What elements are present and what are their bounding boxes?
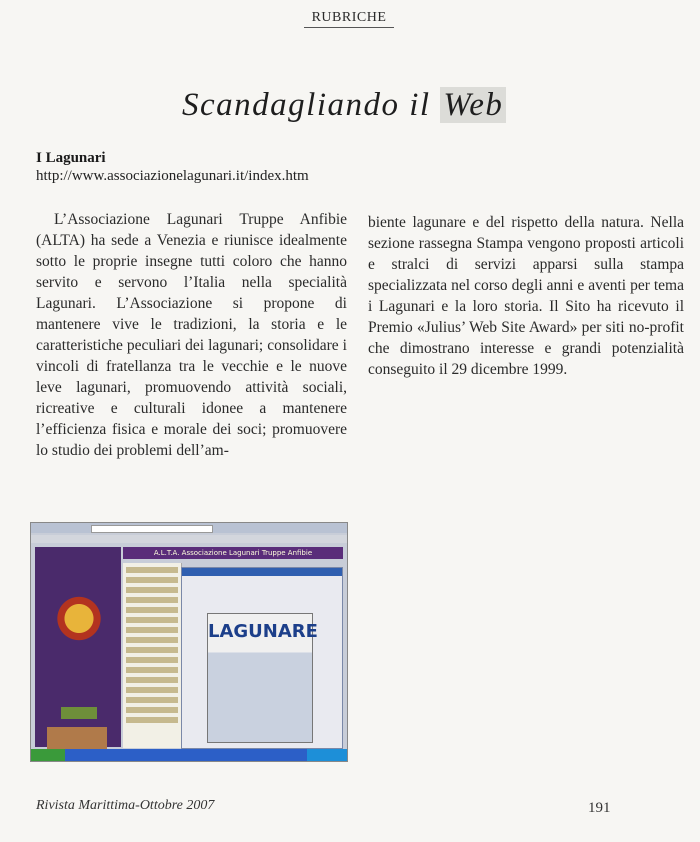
magazine-title: LAGUNARE	[208, 621, 318, 642]
section-label: RUBRICHE	[304, 10, 394, 28]
page-number: 191	[588, 800, 611, 816]
title-highlight: Web	[440, 87, 506, 123]
site-sidepanel	[35, 547, 121, 747]
magazine-cover	[207, 613, 318, 743]
site-header: A.L.T.A. Associazione Lagunari Truppe Anfibie	[123, 547, 343, 559]
taskbar-clock	[307, 749, 347, 761]
os-taskbar	[31, 749, 347, 761]
article-subhead: I Lagunari	[36, 150, 106, 166]
publication-footer: Rivista Marittima-Ottobre 2007	[36, 798, 215, 813]
address-bar	[91, 525, 213, 533]
right-column	[368, 212, 684, 380]
title-text: Scandagliando il	[182, 87, 441, 123]
window-titlebar	[182, 568, 342, 576]
right-paragraph: biente lagunare e del rispetto della natura. Nella sezione rassegna Stampa vengono proposti articoli e stralci di servizi apparsi sulla stampa specializzata nel corso degli anni e aventi per tema i Lagunari e la loro storia. Il Sito ha ricevuto il Premio «Julius’ Web Site Award» per siti no-profit che dimostrano interesse e grandi potenzialità conseguito il 29 dicembre 1999.	[368, 214, 684, 378]
left-paragraph: L’Associazione Lagunari Truppe Anfibie (ALTA) ha sede a Venezia e riunisce idealmente sotto le proprie insegne tutti coloro che hanno servito e servono l’Italia nella specialità Lagunari. L’Associazione si propone di mantenere vive le tradizioni, la storia e le caratteristiche peculiari dei lagunari; consolidare i vincoli di fratellanza tra le vecchie e le nuove leve lagunari, promuovendo attività sociali, ricreative e culturali idonee a mantenere l’efficienza fisica e morale dei soci; promuovere lo studio dei problemi dell’am-	[36, 211, 347, 459]
left-column	[36, 209, 347, 461]
browser-tabbar	[31, 523, 347, 533]
page-title	[182, 87, 542, 124]
browser-toolbar	[31, 535, 347, 543]
article-url: http://www.associazionelagunari.it/index.htm	[36, 168, 309, 184]
website-screenshot-image	[30, 522, 348, 762]
site-menu	[123, 563, 182, 748]
sidepanel-button	[61, 707, 97, 719]
start-button	[31, 749, 65, 761]
lion-emblem-icon	[51, 587, 107, 657]
